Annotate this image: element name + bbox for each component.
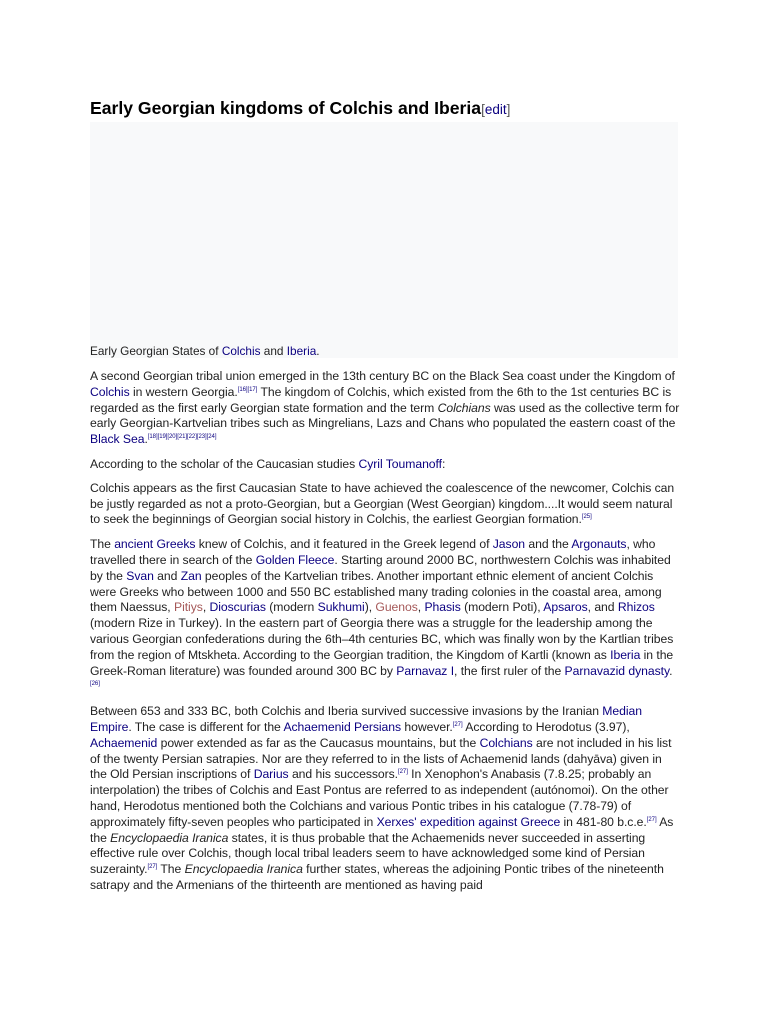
ref-27-c[interactable]: [27] xyxy=(646,816,657,823)
ref-18-24[interactable]: [18][19][20][21][22][23][24] xyxy=(147,434,217,441)
link-median-empire[interactable]: Median Empire xyxy=(90,704,642,734)
link-cyril-toumanoff[interactable]: Cyril Toumanoff xyxy=(358,456,442,471)
link-golden-fleece[interactable]: Golden Fleece xyxy=(255,552,335,567)
link-ancient-greeks[interactable]: ancient Greeks xyxy=(114,537,196,552)
term-colchians: Colchians xyxy=(437,400,491,415)
link-darius[interactable]: Darius xyxy=(253,767,289,782)
link-achaemenid[interactable]: Achaemenid xyxy=(90,735,158,750)
link-iberia[interactable]: Iberia xyxy=(610,647,641,662)
ref-27-a[interactable]: [27] xyxy=(452,721,463,728)
section-title: Early Georgian kingdoms of Colchis and Iberia xyxy=(90,98,482,118)
link-zan[interactable]: Zan xyxy=(180,568,202,583)
section-heading xyxy=(90,96,680,122)
paragraph-quote: Colchis appears as the first Caucasian State to have achieved the coalescence of the newcomer, Colchis can be justly regarded as not a proto-Georgian, but a Georgian (West Georgian) kingdom....It would seem natural to seek the beginnings of Georgian social history in Colchis, the earliest Georgian formation.[25] xyxy=(90,480,675,527)
caption-link-iberia[interactable]: Iberia xyxy=(286,344,317,358)
article-section xyxy=(90,96,680,894)
link-colchis[interactable]: Colchis xyxy=(90,384,130,399)
caption-link-colchis[interactable]: Colchis xyxy=(221,344,261,358)
edit-link[interactable]: edit xyxy=(484,102,507,117)
link-rhizos[interactable]: Rhizos xyxy=(617,600,655,615)
ref-27-d[interactable]: [27] xyxy=(147,864,158,871)
link-sukhumi[interactable]: Sukhumi xyxy=(317,600,365,615)
link-xerxes-expedition[interactable]: Xerxes' expedition against Greece xyxy=(376,814,561,829)
title-encyclopaedia-iranica: Encyclopaedia Iranica xyxy=(110,830,229,845)
link-argonauts[interactable]: Argonauts xyxy=(571,537,627,552)
link-parnavaz-i[interactable]: Parnavaz I xyxy=(396,663,455,678)
link-pitiys[interactable]: Pitiys xyxy=(173,600,203,615)
link-parnavazid-dynasty[interactable]: Parnavazid dynasty xyxy=(564,663,670,678)
link-dioscurias[interactable]: Dioscurias xyxy=(209,600,266,615)
link-black-sea[interactable]: Black Sea xyxy=(90,432,145,447)
link-guenos[interactable]: Guenos xyxy=(375,600,418,615)
link-jason[interactable]: Jason xyxy=(492,537,526,552)
ref-25[interactable]: [25] xyxy=(581,514,592,521)
paragraph-colchis-intro: A second Georgian tribal union emerged in the 13th century BC on the Black Sea coast under the Kingdom of Colchis in western Georgia.[16][17] The kingdom of Colchis, which existed from the 6th to the 1st centuries BC is regarded as the first early Georgian state formation and the term Colchians was used as the collective term for early Georgian-Kartvelian tribes such as Mingrelians, Lazs and Chans who populated the eastern coast of the Black Sea.[18][19][20][21][22][23][24] xyxy=(90,369,680,447)
ref-16-17[interactable]: [16][17] xyxy=(237,386,258,393)
title-encyclopaedia-iranica-2: Encyclopaedia Iranica xyxy=(184,862,303,877)
ref-27-b[interactable]: [27] xyxy=(398,769,408,776)
ref-26[interactable]: [26] xyxy=(90,681,100,688)
edit-section: [edit] xyxy=(481,102,511,117)
link-phasis[interactable]: Phasis xyxy=(424,600,461,615)
link-achaemenid-persians[interactable]: Achaemenid Persians xyxy=(283,719,402,734)
link-apsaros[interactable]: Apsaros xyxy=(543,600,588,615)
figure-caption: Early Georgian States of Colchis and Iberia. xyxy=(90,344,320,358)
paragraph-ancient-greeks: The ancient Greeks knew of Colchis, and it featured in the Greek legend of Jason and the Argonauts, who travelled there in search of the Golden Fleece. Starting around 2000 BC, northwestern Colchis was inhabited by the Svan and Zan peoples of the Kartvelian tribes. Another important ethnic element of ancient Colchis were Greeks who between 1000 and 550 BC established many trading colonies in the coastal area, among them Naessus, Pitiys, Dioscurias (modern Sukhumi), Guenos, Phasis (modern Poti), Apsaros, and Rhizos (modern Rize in Turkey). In the eastern part of Georgia there was a struggle for the leadership among the various Georgian confederations during the 6th–4th centuries BC, which was finally won by the Kartlian tribes from the region of Mtskheta. According to the Georgian tradition, the Kingdom of Kartli (known as Iberia in the Greek-Roman literature) was founded around 300 BC by Parnavaz I, the first ruler of the Parnavazid dynasty.[26] xyxy=(90,537,674,688)
paragraph-toumanoff-intro: According to the scholar of the Caucasian studies Cyril Toumanoff: xyxy=(90,456,446,471)
map-figure xyxy=(90,122,678,358)
paragraph-persian-invasions: Between 653 and 333 BC, both Colchis and Iberia survived successive invasions by the Iranian Median Empire. The case is different for the Achaemenid Persians however.[27] According to Herodotus (3.97), Achaemenid power extended as far as the Caucasus mountains, but the Colchians are not included in his list of the twenty Persian satrapies. Nor are they referred to in the lists of Achaemenid lands (dahyāva) given in the Old Persian inscriptions of Darius and his successors.[27] In Xenophon's Anabasis (7.8.25; probably an interpolation) the tribes of Colchis and East Pontus are referred to as independent (autónomoi). On the other hand, Herodotus mentioned both the Colchians and various Pontic tribes in his catalogue (7.78-79) of approximately fifty-seven peoples who participated in Xerxes' expedition against Greece in 481-80 b.c.e.[27] As the Encyclopaedia Iranica states, it is thus probable that the Achaemenids never succeeded in asserting effective rule over Colchis, though local tribal leaders seem to have acknowledged some kind of Persian suzerainty.[27] The Encyclopaedia Iranica further states, whereas the adjoining Pontic tribes of the nineteenth satrapy and the Armenians of the thirteenth are mentioned as having paid xyxy=(90,704,674,892)
link-svan[interactable]: Svan xyxy=(126,568,154,583)
map-image-placeholder xyxy=(90,122,678,336)
link-colchians[interactable]: Colchians xyxy=(479,735,533,750)
